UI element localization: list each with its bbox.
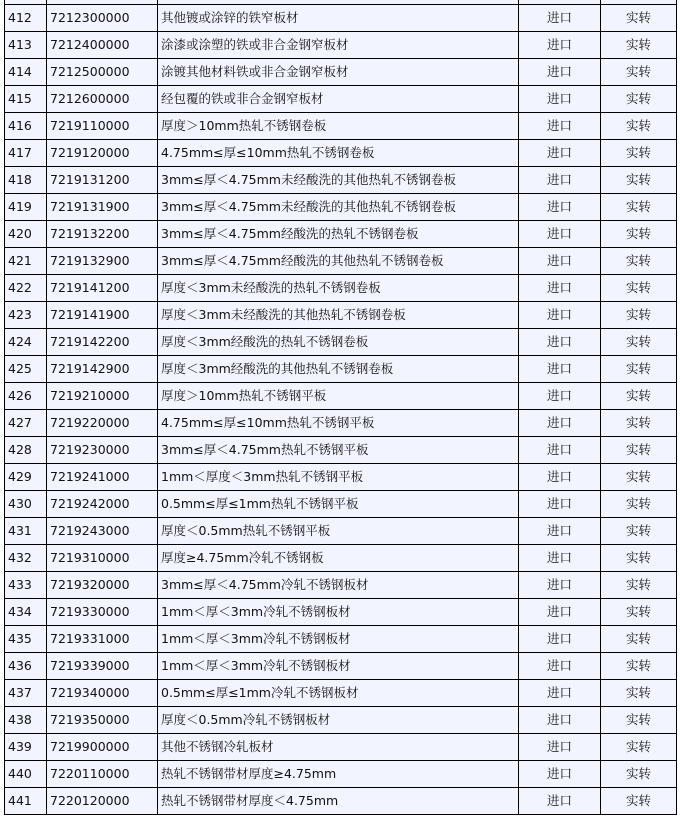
commodity-table [4,0,677,815]
row-number: 435 [5,626,47,653]
trade-type: 进口 [519,761,601,788]
trade-type: 进口 [519,707,601,734]
trade-type: 进口 [519,167,601,194]
trade-type: 进口 [519,545,601,572]
hs-code: 7219220000 [47,410,158,437]
description: 3mm≤厚＜4.75mm经酸洗的热轧不锈钢卷板 [158,221,519,248]
transfer-mode: 实转 [601,59,677,86]
description: 1mm＜厚＜3mm冷轧不锈钢板材 [158,599,519,626]
hs-code: 7219132900 [47,248,158,275]
hs-code: 7219142200 [47,329,158,356]
table-row [5,329,677,356]
row-number: 425 [5,356,47,383]
trade-type: 进口 [519,113,601,140]
description: 3mm≤厚＜4.75mm热轧不锈钢平板 [158,437,519,464]
hs-code: 7219131200 [47,167,158,194]
hs-code: 7212400000 [47,32,158,59]
row-number: 428 [5,437,47,464]
table-row [5,59,677,86]
transfer-mode: 实转 [601,86,677,113]
hs-code: 7219340000 [47,680,158,707]
description: 1mm＜厚度＜3mm热轧不锈钢平板 [158,464,519,491]
hs-code: 7219330000 [47,599,158,626]
description: 3mm≤厚＜4.75mm冷轧不锈钢板材 [158,572,519,599]
trade-type: 进口 [519,518,601,545]
transfer-mode: 实转 [601,626,677,653]
row-number: 417 [5,140,47,167]
hs-code: 7219230000 [47,437,158,464]
row-number: 433 [5,572,47,599]
transfer-mode: 实转 [601,653,677,680]
hs-code: 7219120000 [47,140,158,167]
row-number: 441 [5,788,47,815]
transfer-mode: 实转 [601,356,677,383]
description: 厚度＜0.5mm冷轧不锈钢板材 [158,707,519,734]
transfer-mode: 实转 [601,464,677,491]
table-row [5,167,677,194]
description: 厚度≥4.75mm冷轧不锈钢板 [158,545,519,572]
description: 1mm＜厚＜3mm冷轧不锈钢板材 [158,626,519,653]
trade-type: 进口 [519,788,601,815]
table-row [5,5,677,32]
description: 1mm＜厚＜3mm冷轧不锈钢板材 [158,653,519,680]
trade-type: 进口 [519,464,601,491]
description: 涂漆或涂塑的铁或非合金钢窄板材 [158,32,519,59]
transfer-mode: 实转 [601,707,677,734]
trade-type: 进口 [519,383,601,410]
transfer-mode: 实转 [601,761,677,788]
table-row [5,383,677,410]
trade-type: 进口 [519,653,601,680]
description: 厚度＜3mm未经酸洗的其他热轧不锈钢卷板 [158,302,519,329]
trade-type: 进口 [519,626,601,653]
hs-code: 7212300000 [47,5,158,32]
transfer-mode: 实转 [601,329,677,356]
trade-type: 进口 [519,329,601,356]
transfer-mode: 实转 [601,545,677,572]
hs-code: 7219350000 [47,707,158,734]
table-row [5,113,677,140]
hs-code: 7220120000 [47,788,158,815]
table-row [5,194,677,221]
row-number: 412 [5,5,47,32]
description: 厚度＜3mm未经酸洗的热轧不锈钢卷板 [158,275,519,302]
row-number: 432 [5,545,47,572]
trade-type: 进口 [519,59,601,86]
transfer-mode: 实转 [601,734,677,761]
hs-code: 7219131900 [47,194,158,221]
hs-code: 7212500000 [47,59,158,86]
transfer-mode: 实转 [601,599,677,626]
row-number: 438 [5,707,47,734]
transfer-mode: 实转 [601,5,677,32]
row-number: 434 [5,599,47,626]
description: 其他镀或涂锌的铁窄板材 [158,5,519,32]
row-number: 419 [5,194,47,221]
hs-code: 7212600000 [47,86,158,113]
trade-type: 进口 [519,194,601,221]
description: 4.75mm≤厚≤10mm热轧不锈钢平板 [158,410,519,437]
description: 厚度＜3mm经酸洗的其他热轧不锈钢卷板 [158,356,519,383]
table-row [5,572,677,599]
transfer-mode: 实转 [601,788,677,815]
table-row [5,221,677,248]
trade-type: 进口 [519,410,601,437]
transfer-mode: 实转 [601,410,677,437]
description: 厚度＜3mm经酸洗的热轧不锈钢卷板 [158,329,519,356]
table-row [5,518,677,545]
table-row [5,437,677,464]
row-number: 416 [5,113,47,140]
description: 其他不锈钢冷轧板材 [158,734,519,761]
row-number: 437 [5,680,47,707]
hs-code: 7219331000 [47,626,158,653]
hs-code: 7219242000 [47,491,158,518]
table-row [5,491,677,518]
transfer-mode: 实转 [601,680,677,707]
table-row [5,32,677,59]
transfer-mode: 实转 [601,491,677,518]
trade-type: 进口 [519,275,601,302]
transfer-mode: 实转 [601,32,677,59]
description: 热轧不锈钢带材厚度＜4.75mm [158,788,519,815]
table-row [5,680,677,707]
trade-type: 进口 [519,86,601,113]
trade-type: 进口 [519,599,601,626]
table-row [5,788,677,815]
description: 3mm≤厚＜4.75mm未经酸洗的其他热轧不锈钢卷板 [158,194,519,221]
description: 3mm≤厚＜4.75mm经酸洗的其他热轧不锈钢卷板 [158,248,519,275]
table-row [5,140,677,167]
row-number: 440 [5,761,47,788]
hs-code: 7219310000 [47,545,158,572]
transfer-mode: 实转 [601,572,677,599]
description: 热轧不锈钢带材厚度≥4.75mm [158,761,519,788]
transfer-mode: 实转 [601,221,677,248]
row-number: 430 [5,491,47,518]
description: 厚度＞10mm热轧不锈钢平板 [158,383,519,410]
row-number: 439 [5,734,47,761]
description: 涂镀其他材料铁或非合金钢窄板材 [158,59,519,86]
table-row [5,302,677,329]
row-number: 436 [5,653,47,680]
row-number: 429 [5,464,47,491]
row-number: 413 [5,32,47,59]
row-number: 420 [5,221,47,248]
description: 经包覆的铁或非合金钢窄板材 [158,86,519,113]
transfer-mode: 实转 [601,167,677,194]
table-row [5,248,677,275]
row-number: 414 [5,59,47,86]
transfer-mode: 实转 [601,383,677,410]
hs-code: 7219141900 [47,302,158,329]
description: 厚度＜0.5mm热轧不锈钢平板 [158,518,519,545]
row-number: 422 [5,275,47,302]
hs-code: 7219900000 [47,734,158,761]
transfer-mode: 实转 [601,518,677,545]
trade-type: 进口 [519,248,601,275]
description: 3mm≤厚＜4.75mm未经酸洗的其他热轧不锈钢卷板 [158,167,519,194]
description: 0.5mm≤厚≤1mm冷轧不锈钢板材 [158,680,519,707]
description: 4.75mm≤厚≤10mm热轧不锈钢卷板 [158,140,519,167]
hs-code: 7219132200 [47,221,158,248]
trade-type: 进口 [519,302,601,329]
row-number: 415 [5,86,47,113]
description: 厚度＞10mm热轧不锈钢卷板 [158,113,519,140]
trade-type: 进口 [519,5,601,32]
row-number: 426 [5,383,47,410]
row-number: 418 [5,167,47,194]
table-row [5,545,677,572]
trade-type: 进口 [519,680,601,707]
trade-type: 进口 [519,32,601,59]
hs-code: 7219243000 [47,518,158,545]
table-row [5,464,677,491]
hs-code: 7219141200 [47,275,158,302]
description: 0.5mm≤厚≤1mm热轧不锈钢平板 [158,491,519,518]
table-row [5,86,677,113]
table-row [5,356,677,383]
table-row [5,653,677,680]
table-row [5,599,677,626]
trade-type: 进口 [519,734,601,761]
transfer-mode: 实转 [601,140,677,167]
hs-code: 7219241000 [47,464,158,491]
transfer-mode: 实转 [601,275,677,302]
row-number: 421 [5,248,47,275]
transfer-mode: 实转 [601,194,677,221]
trade-type: 进口 [519,356,601,383]
row-number: 427 [5,410,47,437]
trade-type: 进口 [519,437,601,464]
row-number: 423 [5,302,47,329]
table-row [5,410,677,437]
row-number: 424 [5,329,47,356]
hs-code: 7219142900 [47,356,158,383]
transfer-mode: 实转 [601,248,677,275]
table-row [5,626,677,653]
transfer-mode: 实转 [601,437,677,464]
hs-code: 7219110000 [47,113,158,140]
hs-code: 7219210000 [47,383,158,410]
table-row [5,761,677,788]
trade-type: 进口 [519,140,601,167]
table-row [5,707,677,734]
table-row [5,734,677,761]
hs-code: 7219339000 [47,653,158,680]
trade-type: 进口 [519,491,601,518]
hs-code: 7219320000 [47,572,158,599]
hs-code: 7220110000 [47,761,158,788]
transfer-mode: 实转 [601,302,677,329]
trade-type: 进口 [519,572,601,599]
transfer-mode: 实转 [601,113,677,140]
table-row [5,275,677,302]
trade-type: 进口 [519,221,601,248]
row-number: 431 [5,518,47,545]
